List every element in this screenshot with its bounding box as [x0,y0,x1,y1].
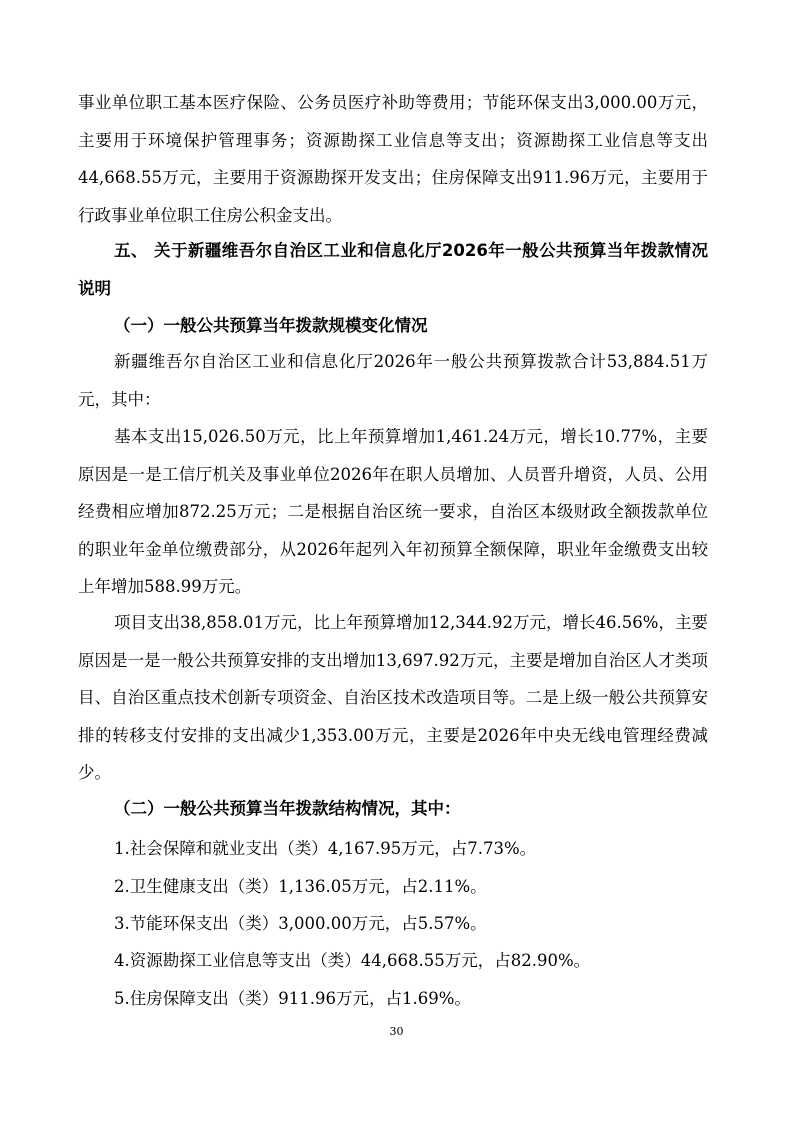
list-item-health: 2.卫生健康支出（类）1,136.05万元，占2.11%。 [114,877,487,896]
paragraph-project-expenditure: 项目支出38,858.01万元，比上年预算增加12,344.92万元，增长46.56%，主要原因是一是一般公共预算安排的支出增加13,697.92万元，主要是增加自治区人才类项目、自治区重点技术创新专项资金、自治区技术改造项目等。二是上级一般公共预算安排的转移支付安排的支出减少1,353.00万元，主要是2026年中央无线电管理经费减少。 [78,613,708,782]
paragraph-basic-expenditure: 基本支出15,026.50万元，比上年预算增加1,461.24万元，增长10.77%，主要原因是一是工信厅机关及事业单位2026年在职人员增加、人员晋升增资，人员、公用经费相应增加872.25万元；二是根据自治区统一要求，自治区本级财政全额拨款单位的职业年金单位缴费部分，从2026年起列入年初预算全额保障，职业年金缴费支出较上年增加588.99万元。 [78,427,708,596]
list-item-environment: 3.节能环保支出（类）3,000.00万元，占5.57%。 [114,914,487,933]
subsection-heading-2: （二）一般公共预算当年拨款结构情况，其中： [114,799,461,818]
paragraph-total-appropriation: 新疆维吾尔自治区工业和信息化厅2026年一般公共预算拨款合计53,884.51万元，其中： [78,352,708,409]
subsection-heading-1: （一）一般公共预算当年拨款规模变化情况 [114,316,428,335]
paragraph-expenditure-summary: 事业单位职工基本医疗保险、公务员医疗补助等费用；节能环保支出3,000.00万元，主要用于环境保护管理事务；资源勘探工业信息等支出；资源勘探工业信息等支出44,668.55万元，主要用于资源勘探开发支出；住房保障支出911.96万元，主要用于行政事业单位职工住房公积金支出。 [78,93,708,225]
section-heading-5: 五、 关于新疆维吾尔自治区工业和信息化厅2026年一般公共预算当年拨款情况说明 [78,241,708,298]
list-item-housing: 5.住房保障支出（类）911.96万元，占1.69%。 [114,989,471,1008]
page-number: 30 [389,1025,404,1038]
list-item-resource-exploration: 4.资源勘探工业信息等支出（类）44,668.55万元，占82.90%。 [114,951,591,970]
list-item-social-security: 1.社会保障和就业支出（类）4,167.95万元，占7.73%。 [114,839,537,858]
